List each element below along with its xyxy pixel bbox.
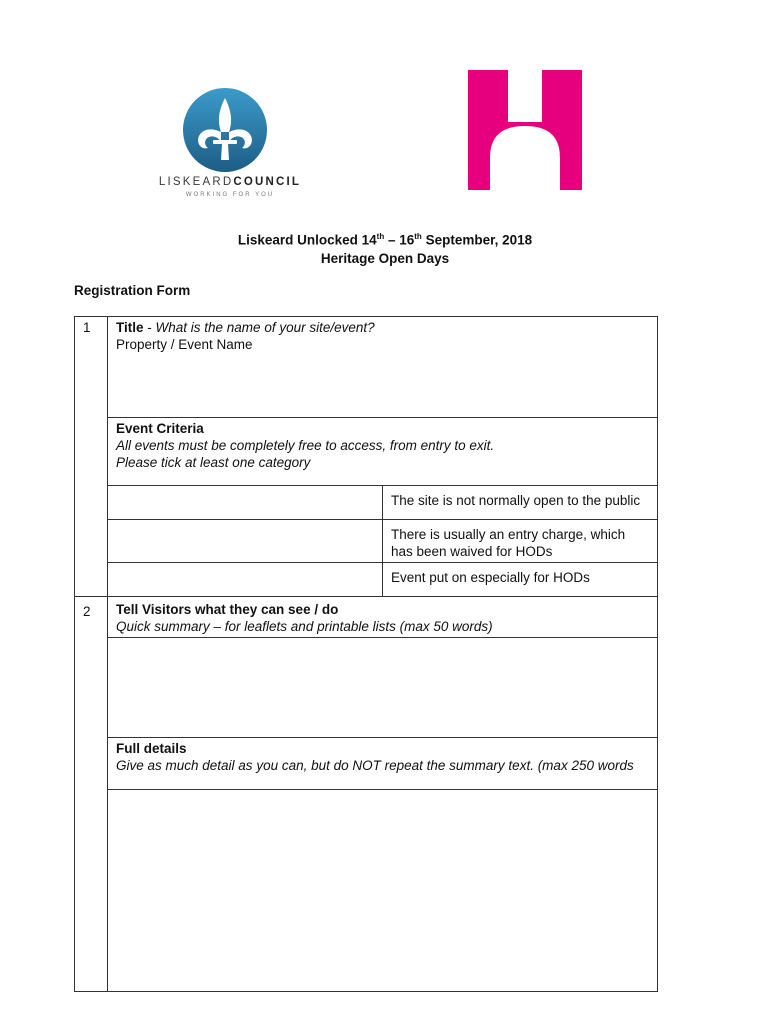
council-tagline: WORKING FOR YOU (185, 192, 275, 198)
event-criteria-line2: Please tick at least one category (116, 455, 311, 470)
council-name: LISKEARDCOUNCIL (158, 176, 302, 188)
criteria-option-1: The site is not normally open to the public (383, 486, 658, 520)
property-event-name-label: Property / Event Name (116, 337, 253, 352)
event-criteria-cell (108, 418, 658, 486)
event-heading: Liskeard Unlocked 14th – 16th September, 2018 (237, 232, 533, 248)
summary-field[interactable] (108, 638, 658, 738)
full-details-title: Full details (116, 741, 187, 756)
event-criteria-title: Event Criteria (116, 421, 204, 436)
tick-box-3[interactable] (108, 563, 383, 597)
heritage-open-days-h-logo (468, 70, 582, 190)
criteria-option-2: There is usually an entry charge, which has been waived for HODs (383, 520, 658, 563)
event-subheading: Heritage Open Days (320, 251, 450, 266)
fleur-de-lis-icon (183, 88, 267, 172)
visitors-heading-cell (108, 597, 658, 638)
tick-box-1[interactable] (108, 486, 383, 520)
title-label: Title (116, 320, 144, 335)
full-details-hint: Give as much detail as you can, but do NOT repeat the summary text. (max 250 words (116, 758, 634, 773)
title-field[interactable]: Title - What is the name of your site/event? Property / Event Name (108, 317, 658, 418)
section-number-2: 2 (75, 597, 108, 992)
full-details-heading-cell (108, 738, 658, 790)
tick-box-2[interactable] (108, 520, 383, 563)
event-criteria-line1: All events must be completely free to access, from entry to exit. (116, 438, 495, 453)
full-details-field[interactable] (108, 790, 658, 992)
liskeard-council-logo (140, 88, 320, 208)
visitors-title: Tell Visitors what they can see / do (116, 602, 339, 617)
criteria-option-3: Event put on especially for HODs (383, 563, 658, 597)
summary-hint: Quick summary – for leaflets and printable lists (max 50 words) (116, 619, 493, 634)
form-title: Registration Form (74, 283, 191, 298)
registration-form-table (74, 316, 658, 992)
section-number-1: 1 (75, 317, 108, 597)
title-hint: What is the name of your site/event? (155, 320, 375, 335)
